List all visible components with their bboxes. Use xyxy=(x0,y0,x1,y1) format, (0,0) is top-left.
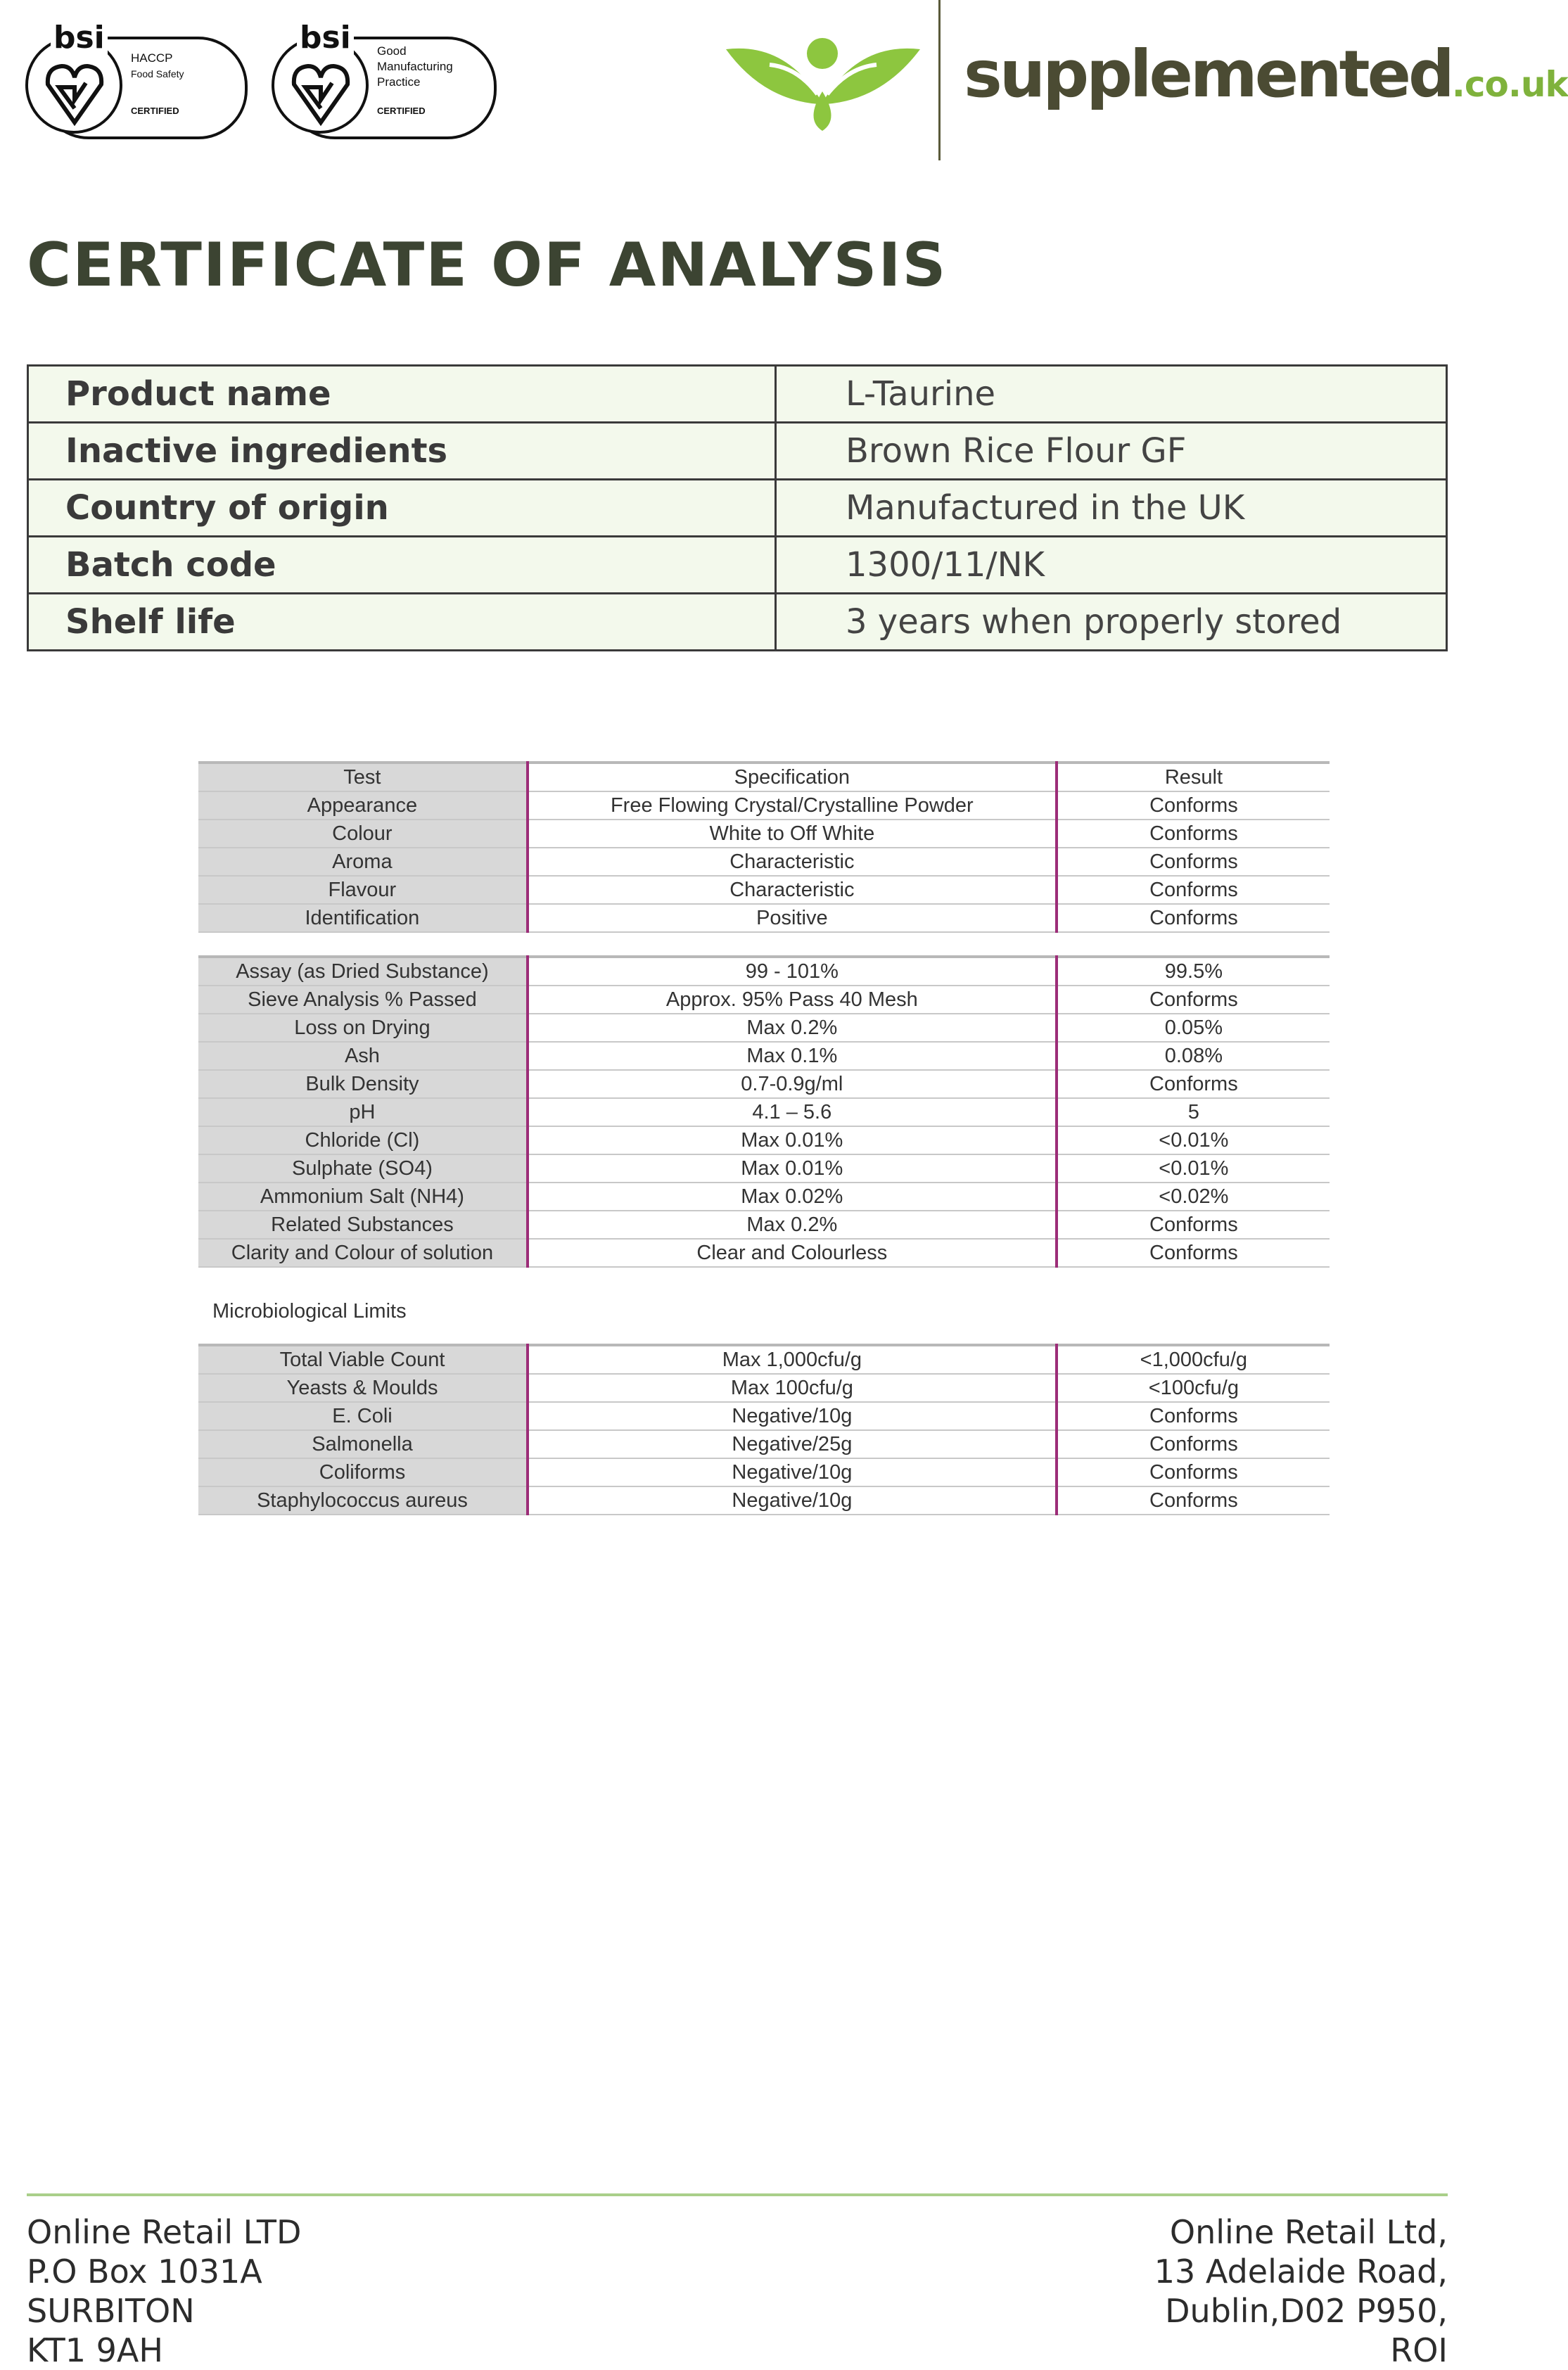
test-name-cell: Appearance xyxy=(198,791,528,820)
info-row xyxy=(28,366,1447,423)
test-row xyxy=(198,1070,1330,1098)
address-line: Dublin,D02 P950, xyxy=(1165,2292,1448,2330)
address-line: 13 Adelaide Road, xyxy=(1154,2253,1448,2291)
badge-text xyxy=(131,51,184,82)
test-name-cell: Colour xyxy=(198,820,528,848)
info-value: L-Taurine xyxy=(776,366,1447,423)
specification-cell: Max 0.01% xyxy=(528,1154,1057,1183)
info-row xyxy=(28,480,1447,537)
specification-cell: Negative/10g xyxy=(528,1486,1057,1515)
specification-cell: Positive xyxy=(528,904,1057,932)
test-row xyxy=(198,876,1330,904)
footer-address-ie xyxy=(1154,2212,1448,2370)
specification-cell: Max 1,000cfu/g xyxy=(528,1345,1057,1374)
test-row xyxy=(198,820,1330,848)
result-cell: Conforms xyxy=(1057,820,1330,848)
test-name-cell: Related Substances xyxy=(198,1211,528,1239)
test-row xyxy=(198,1345,1330,1374)
test-row xyxy=(198,1126,1330,1154)
brand-tld: .co.uk xyxy=(1451,64,1568,105)
address-line: SURBITON xyxy=(27,2292,195,2330)
result-cell: <0.02% xyxy=(1057,1183,1330,1211)
specification-cell: Characteristic xyxy=(528,876,1057,904)
product-info-table xyxy=(27,364,1448,651)
badge-line: Good xyxy=(377,44,407,58)
bsi-haccp-badge xyxy=(25,20,243,136)
badge-certified: CERTIFIED xyxy=(131,106,179,116)
test-name-cell: Clarity and Colour of solution xyxy=(198,1239,528,1267)
test-row xyxy=(198,1402,1330,1430)
sensory-test-table xyxy=(198,761,1330,933)
result-cell: 0.08% xyxy=(1057,1042,1330,1070)
address-line: KT1 9AH xyxy=(27,2331,163,2369)
specification-cell: Approx. 95% Pass 40 Mesh xyxy=(528,986,1057,1014)
footer-divider xyxy=(27,2193,1448,2196)
test-name-cell: Coliforms xyxy=(198,1458,528,1486)
test-name-cell: pH xyxy=(198,1098,528,1126)
specification-cell: Max 0.2% xyxy=(528,1014,1057,1042)
result-cell: <0.01% xyxy=(1057,1154,1330,1183)
kitemark-icon xyxy=(39,58,110,128)
info-row xyxy=(28,537,1447,594)
test-name-cell: Loss on Drying xyxy=(198,1014,528,1042)
result-cell: <0.01% xyxy=(1057,1126,1330,1154)
info-label: Inactive ingredients xyxy=(28,423,776,480)
footer-address-uk xyxy=(27,2212,301,2370)
result-cell: Conforms xyxy=(1057,986,1330,1014)
test-row xyxy=(198,791,1330,820)
info-value: Manufactured in the UK xyxy=(776,480,1447,537)
test-name-cell: Ammonium Salt (NH4) xyxy=(198,1183,528,1211)
info-value: 1300/11/NK xyxy=(776,537,1447,594)
specification-cell: Negative/10g xyxy=(528,1402,1057,1430)
badge-certified: CERTIFIED xyxy=(377,106,426,116)
specification-cell: Clear and Colourless xyxy=(528,1239,1057,1267)
specification-cell: Negative/10g xyxy=(528,1458,1057,1486)
info-value: Brown Rice Flour GF xyxy=(776,423,1447,480)
specification-cell: Max 0.02% xyxy=(528,1183,1057,1211)
test-row xyxy=(198,1430,1330,1458)
info-label: Batch code xyxy=(28,537,776,594)
microbiological-test-table xyxy=(198,1344,1330,1515)
bsi-wordmark: bsi xyxy=(51,21,108,55)
test-name-cell: Aroma xyxy=(198,848,528,876)
specification-cell: Max 100cfu/g xyxy=(528,1374,1057,1402)
specification-cell: Characteristic xyxy=(528,848,1057,876)
brand-logo xyxy=(964,39,1568,120)
test-row xyxy=(198,1183,1330,1211)
chemical-test-table xyxy=(198,955,1330,1268)
badge-line: HACCP xyxy=(131,51,173,65)
test-name-cell: Staphylococcus aureus xyxy=(198,1486,528,1515)
test-row xyxy=(198,1042,1330,1070)
result-cell: Conforms xyxy=(1057,1070,1330,1098)
result-cell: Conforms xyxy=(1057,1458,1330,1486)
test-name-cell: Ash xyxy=(198,1042,528,1070)
test-row xyxy=(198,763,1330,791)
specification-cell: 0.7-0.9g/ml xyxy=(528,1070,1057,1098)
result-cell: <1,000cfu/g xyxy=(1057,1345,1330,1374)
info-label: Shelf life xyxy=(28,594,776,651)
test-row xyxy=(198,1154,1330,1183)
info-value: 3 years when properly stored xyxy=(776,594,1447,651)
result-cell: Conforms xyxy=(1057,791,1330,820)
result-cell: Conforms xyxy=(1057,1211,1330,1239)
test-name-cell: Test xyxy=(198,763,528,791)
result-cell: Conforms xyxy=(1057,1239,1330,1267)
address-line: Online Retail Ltd, xyxy=(1169,2213,1448,2251)
test-name-cell: Yeasts & Moulds xyxy=(198,1374,528,1402)
test-row xyxy=(198,904,1330,932)
result-cell: 5 xyxy=(1057,1098,1330,1126)
result-cell: Conforms xyxy=(1057,1402,1330,1430)
address-line: ROI xyxy=(1390,2331,1448,2369)
info-row xyxy=(28,594,1447,651)
leaf-logo-icon xyxy=(720,21,924,134)
microbiological-limits-heading: Microbiological Limits xyxy=(212,1300,407,1323)
result-cell: 0.05% xyxy=(1057,1014,1330,1042)
specification-cell: Negative/25g xyxy=(528,1430,1057,1458)
bsi-gmp-badge xyxy=(272,20,497,136)
specification-cell: White to Off White xyxy=(528,820,1057,848)
test-name-cell: Sieve Analysis % Passed xyxy=(198,986,528,1014)
badge-text xyxy=(377,44,453,90)
test-row xyxy=(198,1374,1330,1402)
specification-cell: Free Flowing Crystal/Crystalline Powder xyxy=(528,791,1057,820)
test-name-cell: Bulk Density xyxy=(198,1070,528,1098)
info-label: Country of origin xyxy=(28,480,776,537)
test-name-cell: Total Viable Count xyxy=(198,1345,528,1374)
specification-cell: 99 - 101% xyxy=(528,957,1057,986)
test-row xyxy=(198,986,1330,1014)
result-cell: Conforms xyxy=(1057,1430,1330,1458)
test-row xyxy=(198,1014,1330,1042)
test-name-cell: E. Coli xyxy=(198,1402,528,1430)
result-cell: Conforms xyxy=(1057,876,1330,904)
page-title: CERTIFICATE OF ANALYSIS xyxy=(27,230,948,300)
address-line: P.O Box 1031A xyxy=(27,2253,262,2291)
badge-line: Practice xyxy=(377,75,421,89)
test-name-cell: Identification xyxy=(198,904,528,932)
bsi-wordmark: bsi xyxy=(297,21,354,55)
test-name-cell: Sulphate (SO4) xyxy=(198,1154,528,1183)
specification-cell: Max 0.2% xyxy=(528,1211,1057,1239)
test-row xyxy=(198,1458,1330,1486)
result-cell: Result xyxy=(1057,763,1330,791)
info-row xyxy=(28,423,1447,480)
result-cell: 99.5% xyxy=(1057,957,1330,986)
test-name-cell: Flavour xyxy=(198,876,528,904)
test-row xyxy=(198,957,1330,986)
specification-cell: Specification xyxy=(528,763,1057,791)
test-name-cell: Chloride (Cl) xyxy=(198,1126,528,1154)
logo-divider xyxy=(938,0,941,160)
badge-line: Manufacturing xyxy=(377,60,453,73)
specification-cell: Max 0.1% xyxy=(528,1042,1057,1070)
info-label: Product name xyxy=(28,366,776,423)
kitemark-icon xyxy=(286,58,356,128)
specification-cell: Max 0.01% xyxy=(528,1126,1057,1154)
test-name-cell: Salmonella xyxy=(198,1430,528,1458)
test-row xyxy=(198,1211,1330,1239)
test-row xyxy=(198,1486,1330,1515)
specification-cell: 4.1 – 5.6 xyxy=(528,1098,1057,1126)
test-row xyxy=(198,1239,1330,1267)
result-cell: Conforms xyxy=(1057,904,1330,932)
test-row xyxy=(198,1098,1330,1126)
address-line: Online Retail LTD xyxy=(27,2213,302,2251)
result-cell: Conforms xyxy=(1057,1486,1330,1515)
result-cell: Conforms xyxy=(1057,848,1330,876)
test-name-cell: Assay (as Dried Substance) xyxy=(198,957,528,986)
test-row xyxy=(198,848,1330,876)
badge-line: Food Safety xyxy=(131,68,184,79)
result-cell: <100cfu/g xyxy=(1057,1374,1330,1402)
brand-name: supplemented xyxy=(964,37,1452,112)
